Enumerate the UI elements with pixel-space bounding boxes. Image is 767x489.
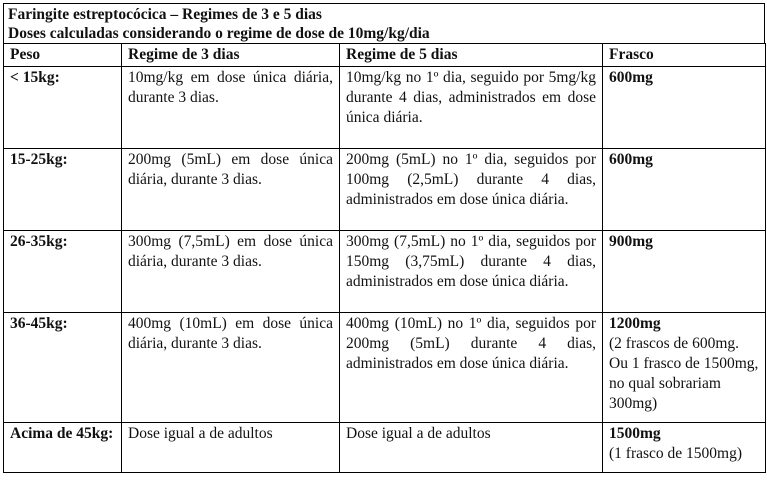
frasco-value: 1500mg [609, 425, 661, 442]
peso-cell: Acima de 45kg: [4, 423, 122, 473]
regime-5-dias-cell: 400mg (10mL) no 1º dia, seguidos por 200mg (5mL) durante 4 dias, administrados em dose única diária. [340, 313, 603, 423]
regime-3-dias-cell: 10mg/kg em dose única diária, durante 3 dias. [122, 67, 340, 149]
dosage-document [3, 3, 765, 473]
frasco-note: (2 frascos de 600mg. Ou 1 frasco de 1500mg, no qual sobrariam 300mg) [609, 335, 759, 412]
frasco-value: 600mg [609, 69, 653, 86]
frasco-value: 900mg [609, 233, 653, 250]
regime-3-dias-cell: Dose igual a de adultos [122, 423, 340, 473]
column-header-peso: Peso [4, 44, 122, 67]
column-header-frasco: Frasco [603, 44, 766, 67]
frasco-value: 600mg [609, 151, 653, 168]
peso-cell: 26-35kg: [4, 231, 122, 313]
frasco-cell [603, 313, 766, 423]
frasco-cell [603, 67, 766, 149]
header-row [4, 44, 766, 67]
table-row [4, 231, 766, 313]
regime-5-dias-cell: 200mg (5mL) no 1º dia, seguidos por 100mg (2,5mL) durante 4 dias, administrados em dose única diária. [340, 149, 603, 231]
regime-3-dias-cell: 200mg (5mL) em dose única diária, durante 3 dias. [122, 149, 340, 231]
regime-3-dias-cell: 400mg (10mL) em dose única diária, durante 3 dias. [122, 313, 340, 423]
table-row [4, 313, 766, 423]
column-header-regime-3-dias: Regime de 3 dias [122, 44, 340, 67]
regime-5-dias-cell: 300mg (7,5mL) no 1º dia, seguidos por 150mg (3,75mL) durante 4 dias, administrados em dose única diária. [340, 231, 603, 313]
peso-cell: 15-25kg: [4, 149, 122, 231]
table-row [4, 67, 766, 149]
frasco-cell [603, 149, 766, 231]
frasco-value: 1200mg [609, 315, 661, 332]
document-subtitle: Doses calculadas considerando o regime de dose de 10mg/kg/dia [8, 25, 430, 42]
peso-cell: 36-45kg: [4, 313, 122, 423]
frasco-cell [603, 423, 766, 473]
table-row [4, 149, 766, 231]
frasco-cell [603, 231, 766, 313]
column-header-regime-5-dias: Regime de 5 dias [340, 44, 603, 67]
table-header-block [3, 3, 765, 43]
document-title: Faringite estreptocócica – Regimes de 3 e 5 dias [8, 6, 322, 23]
regime-3-dias-cell: 300mg (7,5mL) em dose única diária, durante 3 dias. [122, 231, 340, 313]
table-row [4, 423, 766, 473]
dosage-table [3, 43, 766, 473]
regime-5-dias-cell: 10mg/kg no 1º dia, seguido por 5mg/kg durante 4 dias, administrados em dose única diária. [340, 67, 603, 149]
regime-5-dias-cell: Dose igual a de adultos [340, 423, 603, 473]
frasco-note: (1 frasco de 1500mg) [609, 445, 742, 462]
peso-cell: < 15kg: [4, 67, 122, 149]
